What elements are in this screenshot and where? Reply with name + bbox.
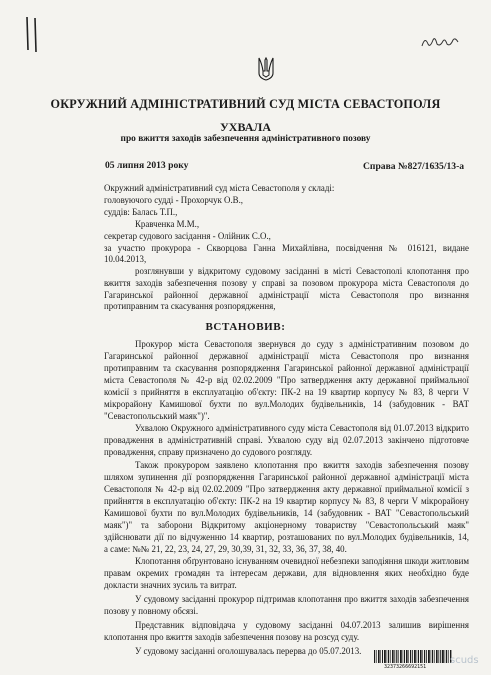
text-line: У судовому засіданні прокурор підтримав клопотання про вжиття заходів забезпечення <box>135 594 469 604</box>
text-line: клопотання про вжиття заходів забезпечення позову на розсуд суду. <box>104 632 360 642</box>
signature-icon <box>420 32 460 52</box>
document-subtitle: про вжиття заходів забезпечення адміністративного позову <box>120 134 371 144</box>
text-line: провадження, справу призначено до судового розгляду. <box>104 447 313 457</box>
text-line: Окружний адміністративний суд міста Севастополя у складі: <box>104 183 335 193</box>
document-date: 05 липня 2013 року <box>105 160 189 171</box>
case-number: Справа №827/1635/13-а <box>363 161 465 172</box>
handwritten-mark-icon <box>20 14 60 54</box>
text-line: суддів: Балась Т.П., <box>104 207 178 217</box>
text-line: Камишової бухти по вул.Молодих будівельників, 14 (забудовник - ВАТ "Севастопольський <box>104 508 469 518</box>
text-line: мікрорайону Камишової бухти по вул.Молодих будівельників, 14 (забудовник - ВАТ <box>104 399 469 409</box>
watermark: sсuds <box>450 655 479 666</box>
text-line: секретар судового засідання - Олійник С.О., <box>104 231 271 241</box>
text-line: міста Севастополя № 42-р від 02.02.2009 "Про затвердження акту державної приймальної <box>104 375 469 385</box>
text-line: вжиття заходів забезпечення позову у справі за позовом прокурора міста Севастополя до <box>104 278 469 288</box>
text-line: протиправним та скасування розпорядження Гагаринської районної державної адміністрації <box>104 363 469 373</box>
trident-emblem-icon <box>257 57 275 81</box>
document-title: УХВАЛА <box>220 120 271 134</box>
text-line: Гагаринської районної державної адміністрації міста Севастополя про визнання <box>104 290 469 300</box>
text-line: правам окремих громадян та інтересам держави, для відновлення яких необхідно буде <box>104 568 469 578</box>
text-line: докласти значних зусиль та витрат. <box>104 580 237 590</box>
text-line: Прокурор міста Севастополя звернувся до суду з адміністративним позовом до <box>135 339 469 349</box>
text-line: "Севастопольський маяк")". <box>104 411 210 421</box>
text-line: Ухвалою Окружного адміністративного суду міста Севастополя від 01.07.2013 відкрито <box>135 423 469 433</box>
text-line: 10.04.2013, <box>104 254 147 264</box>
text-line: розглянувши у відкритому судовому засіданні в місті Севастополі клопотання про <box>135 266 469 276</box>
text-line: головуючого судді - Прохорчук О.В., <box>104 195 244 205</box>
section-heading: ВСТАНОВИВ: <box>205 321 286 333</box>
text-line: У судовому засіданні оголошувалась перерва до 05.07.2013. <box>135 646 362 656</box>
text-line: протиправним та скасування розпорядження, <box>104 301 276 311</box>
barcode-number: 32373266692151 <box>384 664 427 670</box>
text-line: Представник відповідача у судовому засіданні 04.07.2013 залишив вирішення <box>135 620 469 630</box>
text-line: здійснювати дії по відчуженню 14 квартир, розташованих по вул.Молодих будівельників, 14, <box>104 532 469 542</box>
text-line: Кравченка М.М., <box>135 219 200 229</box>
text-line: провадження в адміністративній справі. Ухвалою суду від 02.07.2013 закінчено підготовче <box>104 435 469 445</box>
text-line: позову у повному обсязі. <box>104 606 199 616</box>
court-name: ОКРУЖНИЙ АДМІНІСТРАТИВНИЙ СУД МІСТА СЕВАСТОПОЛЯ <box>50 97 441 111</box>
text-line: Також прокурором заявлено клопотання про вжиття заходів забезпечення позову <box>135 460 469 470</box>
text-line: Севастополя № 42-р від 02.02.2009 "Про затвердження акту державної приймальної комісії з <box>104 484 469 494</box>
text-line: маяк")" та заборони Відкритому акціонерному товариству "Севастопольський маяк" <box>104 520 469 530</box>
text-line: а саме: №№ 21, 22, 23, 24, 27, 29, 30,39, 31, 32, 33, 36, 37, 38, 40. <box>104 544 347 554</box>
barcode-icon <box>374 650 452 663</box>
text-line: Гагаринської районної державної адміністрації міста Севастополя про визнання <box>104 351 469 361</box>
text-line: Клопотання обґрунтовано існуванням очевидної небезпеки заподіяння шкоди житловим <box>135 556 469 566</box>
text-line: комісії з прийняття в експлуатацію об'єкту: ПК-2 на 19 квартир корпусу № 83, 8 черги V <box>104 387 469 397</box>
text-line: за участю прокурора - Скворцова Ганна Михайлівна, посвідчення № 016121, видане <box>104 243 469 253</box>
text-line: шляхом зупинення дії розпорядження Гагаринської районної державної адміністрації міста <box>104 472 469 482</box>
text-line: прийняття в експлуатацію об'єкту: ПК-2 на 19 квартир корпусу № 83, 8 черги V мікрорайону <box>104 496 469 506</box>
